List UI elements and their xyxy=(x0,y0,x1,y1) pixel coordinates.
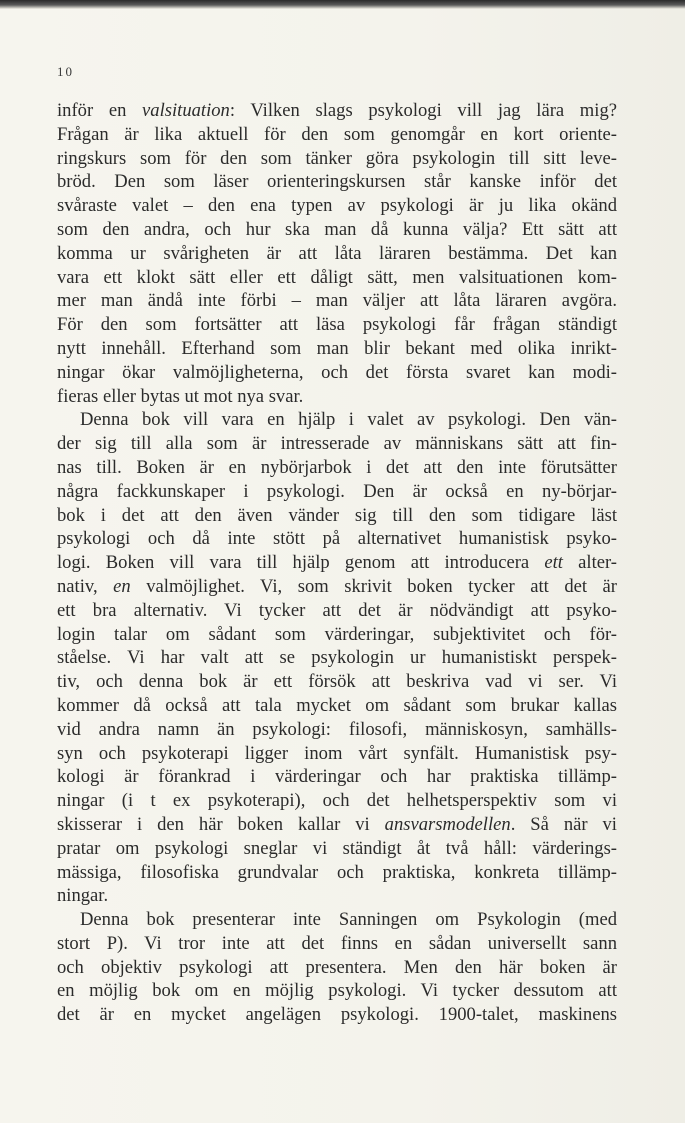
text-segment: mer man ändå inte förbi – man väljer att låta läraren avgöra. xyxy=(57,290,617,312)
text-line xyxy=(57,813,617,837)
text-segment: kommer då också att tala mycket om sådant som brukar kallas xyxy=(57,694,617,716)
text-segment: För den som fortsätter att läsa psykologi får frågan ständigt xyxy=(57,314,617,336)
text-line xyxy=(57,289,617,313)
text-line xyxy=(57,218,617,242)
text-segment: . Så när vi xyxy=(510,813,617,835)
text-segment: pratar om psykologi sneglar vi ständigt åt två håll: värderings- xyxy=(57,837,617,859)
text-line xyxy=(57,504,617,528)
text-segment: login talar om sådant som värderingar, subjektivitet och för- xyxy=(57,623,617,645)
text-line xyxy=(57,408,617,432)
text-segment: syn och psykoterapi ligger inom vårt synfält. Humanistisk psy- xyxy=(57,742,617,764)
text-segment: ningar ökar valmöjligheterna, och det första svaret kan modi- xyxy=(57,361,617,383)
text-segment: : Vilken slags psykologi vill jag lära mig? xyxy=(229,100,617,121)
text-segment: vid andra namn än psykologi: filosofi, människosyn, samhälls- xyxy=(57,718,617,740)
text-segment: tiv, och denna bok är ett försök att beskriva vad vi ser. Vi xyxy=(57,671,617,693)
text-segment: fieras eller bytas ut mot nya svar. xyxy=(57,385,304,407)
text-line xyxy=(57,742,617,766)
text-line xyxy=(57,480,617,504)
text-segment: svåraste valet – den ena typen av psykologi är ju lika okänd xyxy=(57,195,617,217)
text-segment: Frågan är lika aktuell för den som genomgår en kort oriente- xyxy=(57,123,617,145)
text-line xyxy=(57,527,617,551)
text-line xyxy=(57,956,617,980)
text-segment: komma ur svårigheten är att låta läraren bestämma. Det kan xyxy=(57,242,617,264)
text-segment: ningar (i t ex psykoterapi), och det helhetsperspektiv som vi xyxy=(57,790,617,812)
text-segment: Denna bok presenterar inte Sanningen om Psykologin (med xyxy=(80,909,617,931)
text-segment: logi. Boken vill vara till hjälp genom att introducera xyxy=(57,552,545,574)
body-text xyxy=(57,99,617,1027)
text-line xyxy=(57,575,617,599)
text-segment: stort P). Vi tror inte att det finns en sådan universellt sann xyxy=(57,932,617,954)
text-line xyxy=(57,123,617,147)
text-line xyxy=(57,765,617,789)
text-line xyxy=(57,623,617,647)
text-segment: några fackkunskaper i psykologi. Den är också en ny-börjar- xyxy=(57,480,617,502)
text-segment: kologi är förankrad i värderingar och har praktiska tillämp- xyxy=(57,766,617,788)
text-segment: ringskurs som för den som tänker göra psykologin till sitt leve- xyxy=(57,147,617,169)
text-segment: skisserar i den här boken kallar vi xyxy=(57,813,385,835)
text-segment: bröd. Den som läser orienteringskursen står kanske inför det xyxy=(57,171,617,193)
text-line xyxy=(57,337,617,361)
text-line xyxy=(57,361,617,385)
text-segment: det är en mycket angelägen psykologi. 1900-talet, maskinens xyxy=(57,1004,617,1026)
text-line xyxy=(57,908,617,932)
page-top-edge xyxy=(0,0,685,9)
text-segment: valmöjlighet. Vi, som skrivit boken tycker att det är xyxy=(130,575,617,597)
text-line xyxy=(57,99,617,123)
text-line xyxy=(57,599,617,623)
text-segment: ett bra alternativ. Vi tycker att det är nödvändigt att psyko- xyxy=(57,599,617,621)
text-segment: Denna bok vill vara en hjälp i valet av psykologi. Den vän- xyxy=(80,409,617,431)
text-line xyxy=(57,147,617,171)
text-line xyxy=(57,837,617,861)
text-segment: mässiga, filosofiska grundvalar och praktiska, konkreta tillämp- xyxy=(57,861,617,883)
text-line xyxy=(57,861,617,885)
italic-term: en xyxy=(113,575,131,597)
text-segment: psykologi och då inte stött på alternativet humanistisk psyko- xyxy=(57,528,617,550)
text-line xyxy=(57,932,617,956)
text-line xyxy=(57,1003,617,1027)
text-line xyxy=(57,884,617,908)
text-line xyxy=(57,170,617,194)
text-line xyxy=(57,432,617,456)
page-number: 10 xyxy=(57,64,74,79)
text-segment: der sig till alla som är intresserade av människans sätt att fin- xyxy=(57,433,617,455)
text-segment: nas till. Boken är en nybörjarbok i det att den inte förutsätter xyxy=(57,456,617,478)
text-line xyxy=(57,385,617,409)
text-line xyxy=(57,670,617,694)
text-line xyxy=(57,266,617,290)
text-line xyxy=(57,313,617,337)
text-segment: som den andra, och hur ska man då kunna välja? Ett sätt att xyxy=(57,218,617,240)
text-segment: en möjlig bok om en möjlig psykologi. Vi tycker dessutom att xyxy=(57,980,617,1002)
text-segment: bok i det att den även vänder sig till den som tidigare läst xyxy=(57,504,617,526)
text-segment: och objektiv psykologi att presentera. Men den här boken är xyxy=(57,956,617,978)
text-segment: inför en xyxy=(57,100,143,121)
text-line xyxy=(57,194,617,218)
text-line xyxy=(57,979,617,1003)
text-segment: ningar. xyxy=(57,885,109,907)
text-line xyxy=(57,718,617,742)
text-segment: ståelse. Vi har valt att se psykologin ur humanistiskt perspek- xyxy=(57,647,617,669)
text-line xyxy=(57,242,617,266)
text-segment: vara ett klokt sätt eller ett dåligt sätt, men valsituationen kom- xyxy=(57,266,617,288)
text-segment: nativ, xyxy=(57,575,114,597)
italic-term: ansvarsmodellen xyxy=(384,813,511,835)
text-line xyxy=(57,789,617,813)
text-segment: nytt innehåll. Efterhand som man blir bekant med olika inrikt- xyxy=(57,337,617,359)
text-line xyxy=(57,694,617,718)
text-segment: alter- xyxy=(562,552,617,574)
text-line xyxy=(57,646,617,670)
italic-term: valsituation xyxy=(142,100,230,121)
text-line xyxy=(57,456,617,480)
text-line xyxy=(57,551,617,575)
italic-term: ett xyxy=(544,552,563,574)
